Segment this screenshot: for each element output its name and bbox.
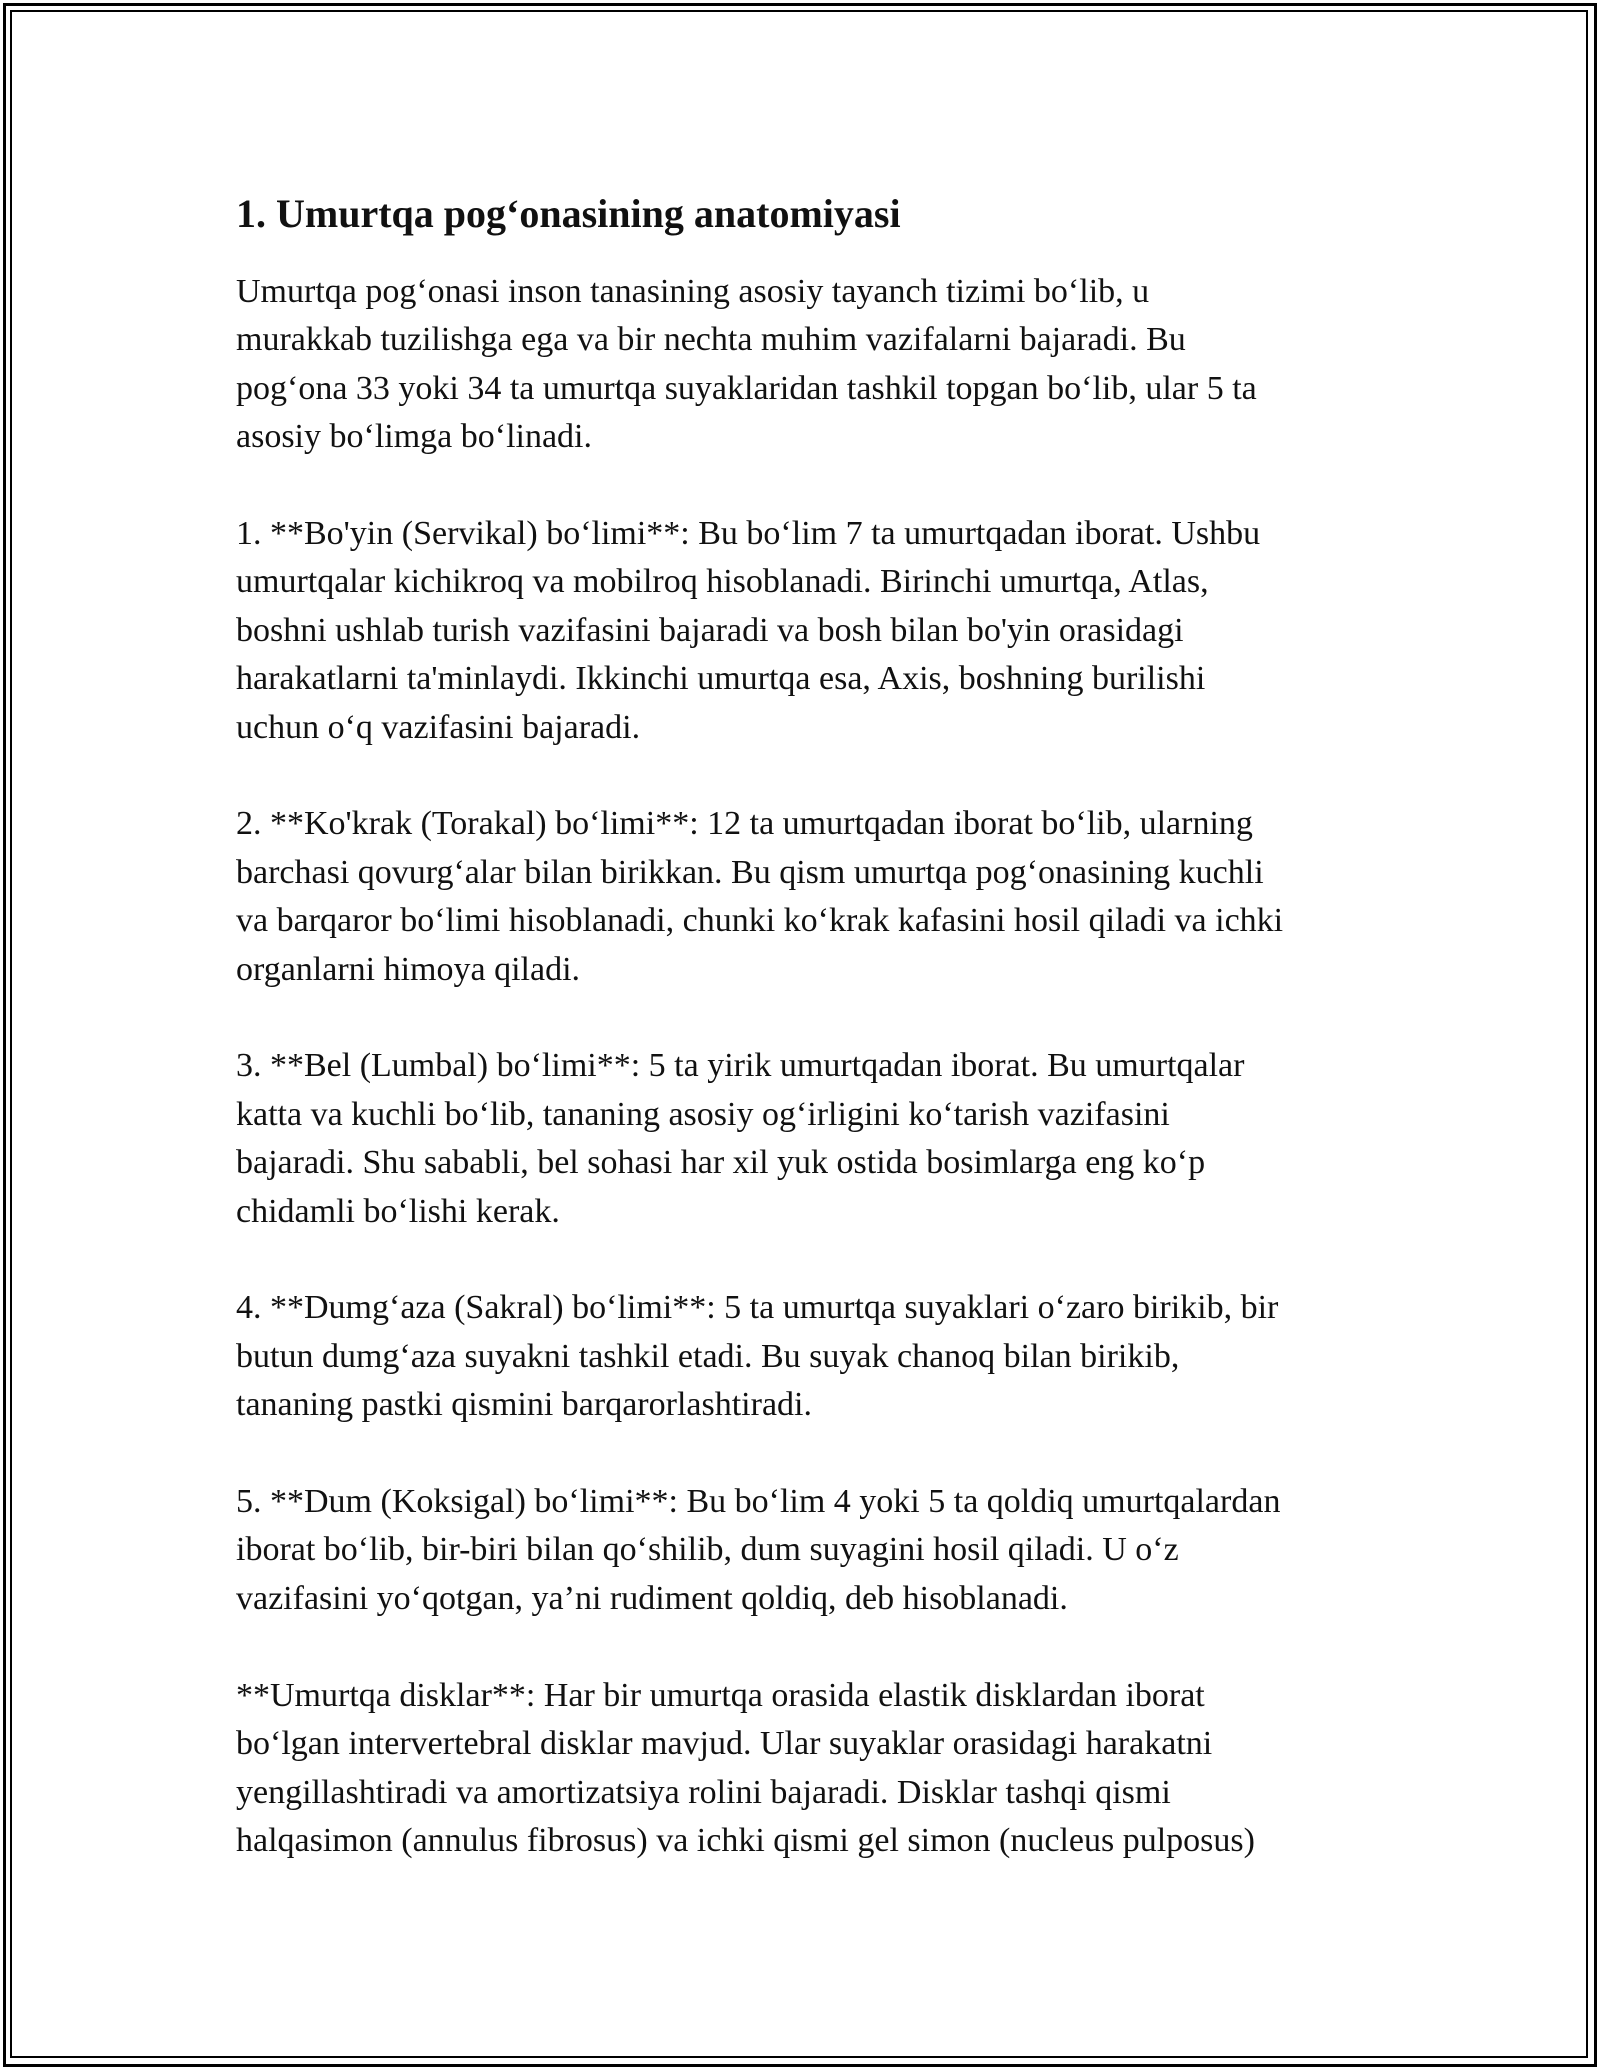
paragraph-discs: **Umurtqa disklar**: Har bir umurtqa orasida elastik disklardan iborat bo‘lgan intervertebral disklar mavjud. Ular suyaklar orasidagi harakatni yengillashtiradi va amortizatsiya rolini bajaradi. Disklar tashqi qismi halqasimon (annulus fibrosus) va ichki qismi gel simon (nucleus pulposus) (236, 1676, 1255, 1859)
document-body (236, 186, 1386, 1914)
paragraph-lumbar: 3. **Bel (Lumbal) bo‘limi**: 5 ta yirik umurtqadan iborat. Bu umurtqalar katta va kuchli bo‘lib, tananing asosiy og‘irligini ko‘tarish vazifasini bajaradi. Shu sababli, bel sohasi har xil yuk ostida bosimlarga eng ko‘p chidamli bo‘lishi kerak. (236, 1047, 1245, 1230)
paragraph-coccygeal: 5. **Dum (Koksigal) bo‘limi**: Bu bo‘lim 4 yoki 5 ta qoldiq umurtqalardan iborat bo‘lib, bir-biri bilan qo‘shilib, dum suyagini hosil qiladi. U o‘z vazifasini yo‘qotgan, ya’ni rudiment qoldiq, deb hisoblanadi. (236, 1483, 1281, 1617)
paragraph-sacral: 4. **Dumg‘aza (Sakral) bo‘limi**: 5 ta umurtqa suyaklari o‘zaro birikib, bir butun dumg‘aza suyakni tashkil etadi. Bu suyak chanoq bilan birikib, tananing pastki qismini barqarorlashtiradi. (236, 1289, 1279, 1424)
paragraph-intro: Umurtqa pog‘onasi inson tanasining asosiy tayanch tizimi bo‘lib, u murakkab tuzilishga ega va bir nechta muhim vazifalarni bajaradi. Bu pog‘ona 33 yoki 34 ta umurtqa suyaklaridan tashkil topgan bo‘lib, ular 5 ta asosiy bo‘limga bo‘linadi. (236, 273, 1257, 456)
section-heading: 1. Umurtqa pog‘onasining anatomiyasi (236, 191, 901, 236)
paragraph-thoracic: 2. **Ko'krak (Torakal) bo‘limi**: 12 ta umurtqadan iborat bo‘lib, ularning barchasi qovurg‘alar bilan birikkan. Bu qism umurtqa pog‘onasining kuchli va barqaror bo‘limi hisoblanadi, chunki ko‘krak kafasini hosil qiladi va ichki organlarni himoya qiladi. (236, 805, 1284, 988)
paragraph-cervical: 1. **Bo'yin (Servikal) bo‘limi**: Bu bo‘lim 7 ta umurtqadan iborat. Ushbu umurtqalar kichikroq va mobilroq hisoblanadi. Birinchi umurtqa, Atlas, boshni ushlab turish vazifasini bajaradi va bosh bilan bo'yin orasidagi harakatlarni ta'minlaydi. Ikkinchi umurtqa esa, Axis, boshning burilishi uchun o‘q vazifasini bajaradi. (236, 515, 1261, 746)
